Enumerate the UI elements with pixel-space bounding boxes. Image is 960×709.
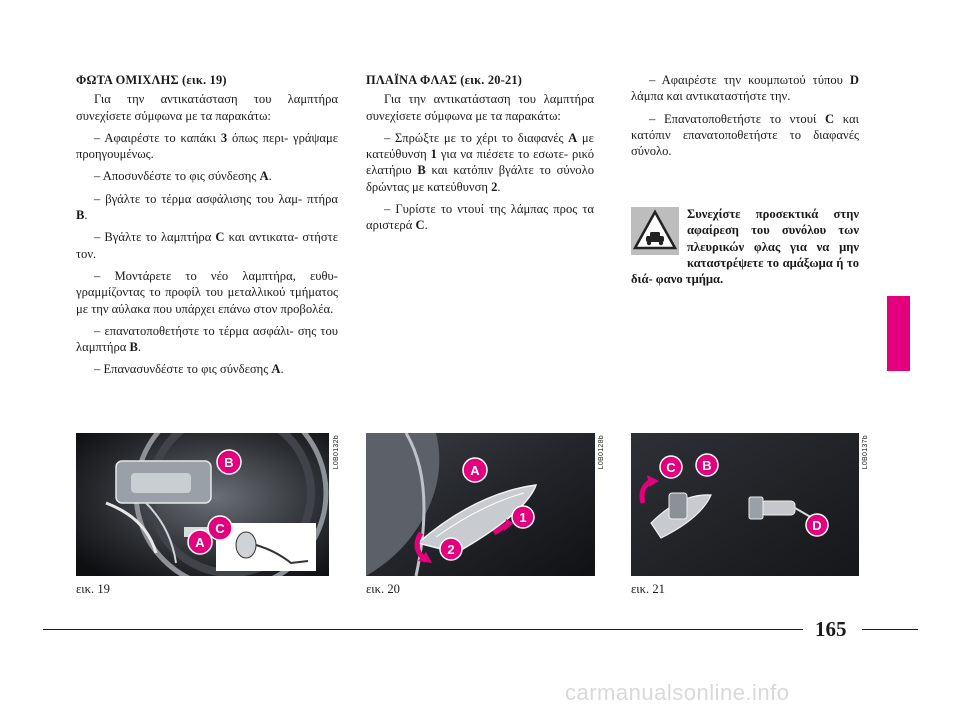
page-number: 165 bbox=[815, 617, 847, 641]
text-segment: Για την αντικατάσταση του λαμπτήρα συνεχίσετε σύμφωνα με τα παρακάτω: bbox=[366, 92, 594, 123]
callout-label bbox=[216, 449, 242, 480]
reference-label: D bbox=[849, 73, 859, 87]
reference-label: A bbox=[568, 130, 578, 145]
figure-caption: εικ. 19 bbox=[76, 582, 110, 596]
warning-triangle-icon bbox=[631, 207, 679, 255]
paragraphs bbox=[631, 72, 859, 159]
text-segment: – Επανατοποθετήστε το ντουί bbox=[649, 111, 825, 126]
callout-label bbox=[511, 505, 535, 534]
reference-label: C bbox=[215, 230, 225, 245]
reference-label: C bbox=[825, 111, 835, 126]
text-segment: και αντικατα- στήστε τον. bbox=[76, 230, 338, 261]
paragraph bbox=[366, 91, 594, 124]
callout-label bbox=[695, 453, 719, 482]
text-segment: . bbox=[424, 218, 428, 233]
figure-21-image bbox=[631, 433, 859, 576]
text-segment: – Γυρίστε το ντουί της λάμπας προς τα αριστερά bbox=[366, 202, 594, 233]
paragraph bbox=[76, 91, 338, 124]
reference-label: B bbox=[129, 340, 138, 355]
text-segment: – Επανασυνδέστε το φις σύνδεσης bbox=[94, 362, 272, 377]
paragraph bbox=[76, 168, 338, 184]
text-segment: . bbox=[84, 208, 88, 223]
paragraph bbox=[76, 361, 338, 377]
paragraph bbox=[366, 130, 594, 195]
svg-text:B: B bbox=[702, 458, 712, 473]
reference-label: B bbox=[76, 208, 85, 223]
figure-19-image bbox=[76, 433, 329, 576]
text-segment: – Βγάλτε το λαμπτήρα bbox=[94, 230, 216, 245]
figure-caption: εικ. 21 bbox=[631, 582, 665, 596]
svg-text:A: A bbox=[195, 535, 205, 550]
text-segment: . bbox=[280, 362, 284, 377]
column-fog-lights bbox=[76, 72, 338, 384]
paragraph bbox=[631, 111, 859, 160]
text-segment: – Σπρώξτε με το χέρι το διαφανές bbox=[384, 130, 569, 145]
paragraph bbox=[76, 323, 338, 356]
callout-label bbox=[439, 537, 463, 566]
column-side-indicators bbox=[366, 72, 594, 240]
text-segment: και κατόπιν επανατοποθετήστε το διαφανές σύνολο. bbox=[631, 111, 859, 159]
text-segment: – Μοντάρετε το νέο λαμπτήρα, ευθυ- γραμμίζοντας το προφίλ του μεταλλικού τμήματος με την αύλακα που υπάρχει επάνω στον προβολέα. bbox=[76, 268, 338, 316]
figure-code: L0B0137b bbox=[862, 435, 869, 470]
reference-label: 1 bbox=[430, 147, 437, 162]
text-segment: με κατεύθυνση bbox=[366, 130, 594, 162]
text-segment: – βγάλτε το τέρμα ασφάλισης του λαμ- πτήρα bbox=[94, 191, 338, 206]
svg-text:D: D bbox=[812, 518, 822, 533]
figure-code: L0B0128b bbox=[598, 435, 605, 470]
paragraph bbox=[76, 229, 338, 262]
reference-label: A bbox=[271, 362, 281, 377]
reference-label: A bbox=[259, 169, 269, 184]
paragraph bbox=[76, 268, 338, 317]
figure-code: L0B0132b bbox=[333, 435, 340, 470]
figure-caption: εικ. 20 bbox=[366, 582, 400, 596]
text-segment: – επανατοποθετήστε το τέρμα ασφάλι- σης του λαμπτήρα bbox=[76, 323, 338, 355]
footer-rule-left bbox=[43, 629, 803, 630]
svg-text:B: B bbox=[224, 455, 234, 470]
text-segment: και κατόπιν βγάλτε το σύνολο δρώντας με κατεύθυνση bbox=[366, 163, 594, 194]
callout-label bbox=[462, 457, 488, 488]
footer-rule-right bbox=[862, 629, 918, 630]
paragraphs bbox=[366, 91, 594, 233]
reference-label: 3 bbox=[220, 130, 228, 145]
text-segment: – Αφαιρέστε το καπάκι bbox=[94, 130, 221, 145]
paragraphs bbox=[76, 91, 338, 377]
paragraph bbox=[76, 191, 338, 224]
reference-label: B bbox=[417, 163, 426, 178]
paragraph bbox=[631, 72, 859, 105]
text-segment: όπως περι- γράψαμε προηγουμένως. bbox=[76, 130, 338, 162]
paragraph bbox=[76, 130, 338, 163]
svg-text:A: A bbox=[470, 463, 480, 478]
reference-label: 2 bbox=[491, 179, 498, 194]
callout-label bbox=[187, 529, 213, 560]
reference-label: C bbox=[415, 218, 425, 233]
text-segment: για να πιέσετε το εσωτε- ρικό ελατήριο bbox=[366, 147, 594, 178]
svg-text:C: C bbox=[666, 460, 676, 475]
text-segment: – Αφαιρέστε την κουμπωτού τύπου bbox=[649, 73, 850, 87]
svg-text:1: 1 bbox=[519, 510, 527, 525]
figure-20-image bbox=[366, 433, 595, 576]
text-segment: . bbox=[268, 169, 272, 184]
warning-text: Συνεχίστε προσεκτικά στην αφαίρεση του συνόλου των πλευρικών φλας για να μην καταστρέψετε το αμάξωμα ή το διά- φανο τμήμα. bbox=[631, 207, 859, 287]
watermark: carmanualsonline.info bbox=[565, 680, 790, 705]
section-heading: ΦΩΤΑ ΟΜΙΧΛΗΣ (εικ. 19) bbox=[76, 73, 227, 87]
column-continued bbox=[631, 72, 859, 165]
paragraph bbox=[366, 201, 594, 234]
text-segment: . bbox=[497, 179, 501, 194]
text-segment: λάμπα και αντικαταστήστε την. bbox=[631, 89, 791, 104]
svg-text:C: C bbox=[215, 521, 225, 536]
chapter-tab bbox=[887, 296, 910, 371]
warning-note bbox=[631, 206, 859, 287]
section-heading: ΠΛΑΪΝΑ ΦΛΑΣ (εικ. 20-21) bbox=[366, 73, 523, 87]
svg-text:2: 2 bbox=[447, 542, 455, 557]
side-indicator-illustration bbox=[366, 433, 595, 576]
text-segment: . bbox=[137, 340, 142, 355]
callout-label bbox=[659, 455, 683, 484]
text-segment: – Αποσυνδέστε το φις σύνδεσης bbox=[94, 169, 260, 184]
text-segment: Για την αντικατάσταση του λαμπτήρα συνεχίσετε σύμφωνα με τα παρακάτω: bbox=[76, 92, 338, 123]
callout-label bbox=[805, 513, 829, 542]
